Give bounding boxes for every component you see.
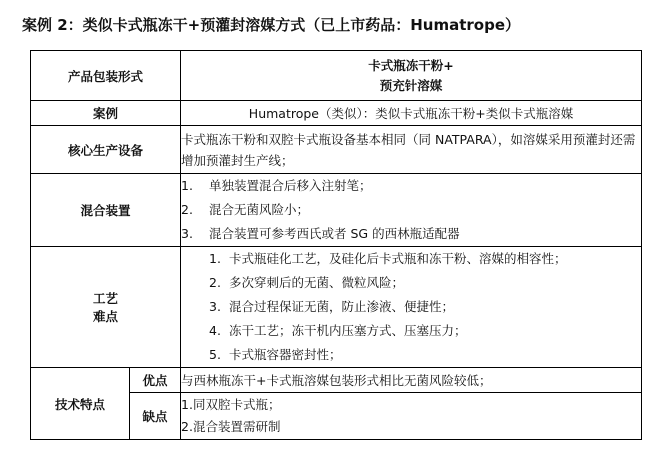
tech-features-label: 技术特点 (31, 368, 130, 440)
process-item-text: 冻干工艺；冻干机内压塞方式、压塞压力； (229, 323, 467, 338)
mixing-item-number: 1. (181, 178, 193, 193)
row-advantages (31, 368, 642, 393)
process-item (209, 271, 641, 295)
disadvantage-item: 1.同双腔卡式瓶； (181, 397, 281, 412)
case-value: Humatrope（类似）：类似卡式瓶冻干粉+类似卡式瓶溶媒 (181, 101, 642, 126)
process-item-text: 混合过程保证无菌，防止渗液、便捷性； (229, 299, 455, 314)
row-case (31, 101, 642, 126)
equipment-value: 卡式瓶冻干粉和双腔卡式瓶设备基本相同（同 NATPARA），如溶媒采用预灌封还需增加预灌封生产线； (181, 126, 642, 174)
process-item (209, 343, 641, 367)
process-item-text: 多次穿刺后的无菌、微粒风险； (229, 275, 405, 290)
advantages-label: 优点 (130, 368, 181, 393)
packaging-form-label: 产品包装形式 (31, 51, 181, 101)
disadvantage-item: 2.混合装置需研制 (181, 419, 281, 434)
row-packaging-form (31, 51, 642, 101)
mixing-device-list (181, 174, 642, 247)
mixing-device-label: 混合装置 (31, 174, 181, 247)
mixing-item-number: 2. (181, 202, 193, 217)
process-item (209, 247, 641, 271)
disadvantages-label: 缺点 (130, 393, 181, 440)
process-label-line1: 工艺 (93, 291, 119, 306)
mixing-item-text: 混合装置可参考西氏或者 SG 的西林瓶适配器 (209, 226, 460, 241)
process-difficulties-list (181, 247, 642, 368)
process-item-number: 5. (209, 347, 221, 362)
mixing-item-text: 单独装置混合后移入注射笔； (209, 178, 372, 193)
packaging-form-value-line2: 预充针溶媒 (379, 77, 443, 93)
process-item-number: 3. (209, 299, 221, 314)
row-mixing-device (31, 174, 642, 247)
mixing-item (181, 174, 641, 198)
packaging-form-value (181, 51, 642, 101)
mixing-item (181, 198, 641, 222)
process-item-text: 卡式瓶硅化工艺，及硅化后卡式瓶和冻干粉、溶媒的相容性； (229, 251, 567, 266)
process-label-line2: 难点 (93, 309, 119, 324)
case-table (30, 50, 642, 440)
mixing-item (181, 222, 641, 246)
case-label: 案例 (31, 101, 181, 126)
process-difficulties-label (31, 247, 181, 368)
page-title: 案例 2：类似卡式瓶冻干+预灌封溶媒方式（已上市药品：Humatrope） (22, 16, 520, 34)
process-item-number: 1. (209, 251, 221, 266)
row-process-difficulties (31, 247, 642, 368)
advantages-value: 与西林瓶冻干+卡式瓶溶媒包装形式相比无菌风险较低； (181, 368, 642, 393)
row-equipment (31, 126, 642, 174)
process-item-number: 2. (209, 275, 221, 290)
process-item (209, 319, 641, 343)
mixing-item-text: 混合无菌风险小； (209, 202, 310, 217)
process-item (209, 295, 641, 319)
packaging-form-value-line1: 卡式瓶冻干粉+ (368, 57, 454, 73)
process-item-number: 4. (209, 323, 221, 338)
process-item-text: 卡式瓶容器密封性； (229, 347, 342, 362)
mixing-item-number: 3. (181, 226, 193, 241)
disadvantages-value (181, 393, 642, 440)
equipment-label: 核心生产设备 (31, 126, 181, 174)
